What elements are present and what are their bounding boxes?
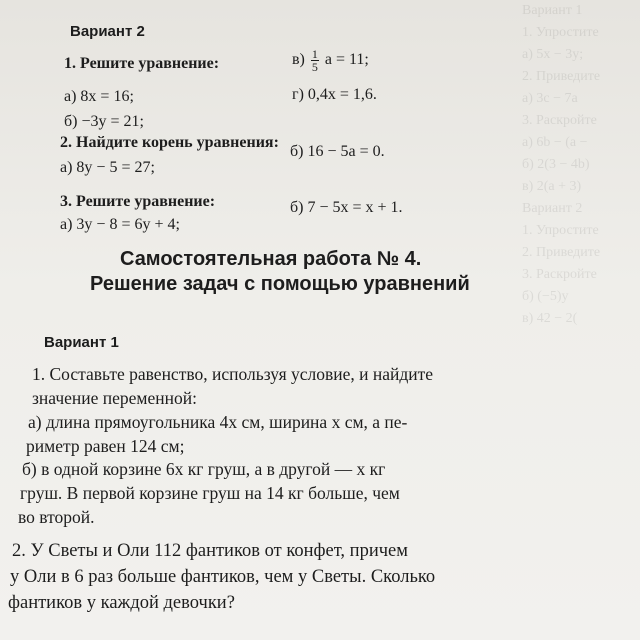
v2-task2-a: а) 8y − 5 = 27; [60, 159, 155, 176]
v1-line-4: риметр равен 124 см; [26, 436, 185, 456]
v2-task2-b: б) 16 − 5a = 0. [290, 143, 385, 160]
v1-line-1: 1. Составьте равенство, используя условие, и найдите [32, 364, 434, 384]
fraction-one-fifth [311, 48, 319, 73]
section-title-line1: Самостоятельная работа № 4. [120, 248, 422, 270]
v1-line-6: груш. В первой корзине груш на 14 кг больше, чем [20, 483, 400, 503]
fraction-numerator: 1 [311, 47, 318, 61]
v2-task1-a: а) 8x = 16; [64, 88, 134, 105]
v1-task2-line-2: у Оли в 6 раз больше фантиков, чем у Светы. Сколько [10, 567, 436, 587]
variant1-heading: Вариант 1 [44, 334, 119, 351]
v2-task3-title: 3. Решите уравнение: [60, 193, 216, 210]
v2-task3-b: б) 7 − 5x = x + 1. [290, 199, 403, 216]
v1-line-7: во второй. [18, 507, 95, 527]
v1-line-2: значение переменной: [32, 388, 197, 408]
section-title-line2: Решение задач с помощью уравнений [90, 273, 470, 295]
variant2-heading: Вариант 2 [70, 23, 145, 40]
v2-task1-v [292, 48, 369, 73]
v1-line-3: а) длина прямоугольника 4x см, ширина x см, а пе- [28, 412, 408, 432]
v2-task1-title: 1. Решите уравнение: [64, 55, 220, 72]
v2-task1-v-prefix: в) [292, 51, 305, 69]
fraction-denominator: 5 [311, 60, 318, 74]
v1-task2-line-1: 2. У Светы и Оли 112 фантиков от конфет, причем [12, 541, 408, 561]
v1-task2-line-3: фантиков у каждой девочки? [8, 593, 235, 613]
v1-line-5: б) в одной корзине 6x кг груш, а в другой — x кг [22, 459, 386, 479]
bleed-through-text: Вариант 1 1. Упростите а) 5x − 3y; 2. Приведите а) 3c − 7a 3. Раскройте а) 6b − (a − б) 2(3 − 4b) в) 2(a + 3) Вариант 2 1. Упростите 2. Приведите 3. Раскройте б) (−5)y в) 42 − 2( [522, 3, 601, 326]
v2-task1-b: б) −3y = 21; [64, 113, 144, 130]
v2-task1-g: г) 0,4x = 1,6. [292, 86, 377, 103]
v2-task3-a: а) 3y − 8 = 6y + 4; [60, 216, 180, 233]
v2-task2-title: 2. Найдите корень уравнения: [60, 134, 279, 151]
v2-task1-v-rest: a = 11; [324, 51, 369, 69]
